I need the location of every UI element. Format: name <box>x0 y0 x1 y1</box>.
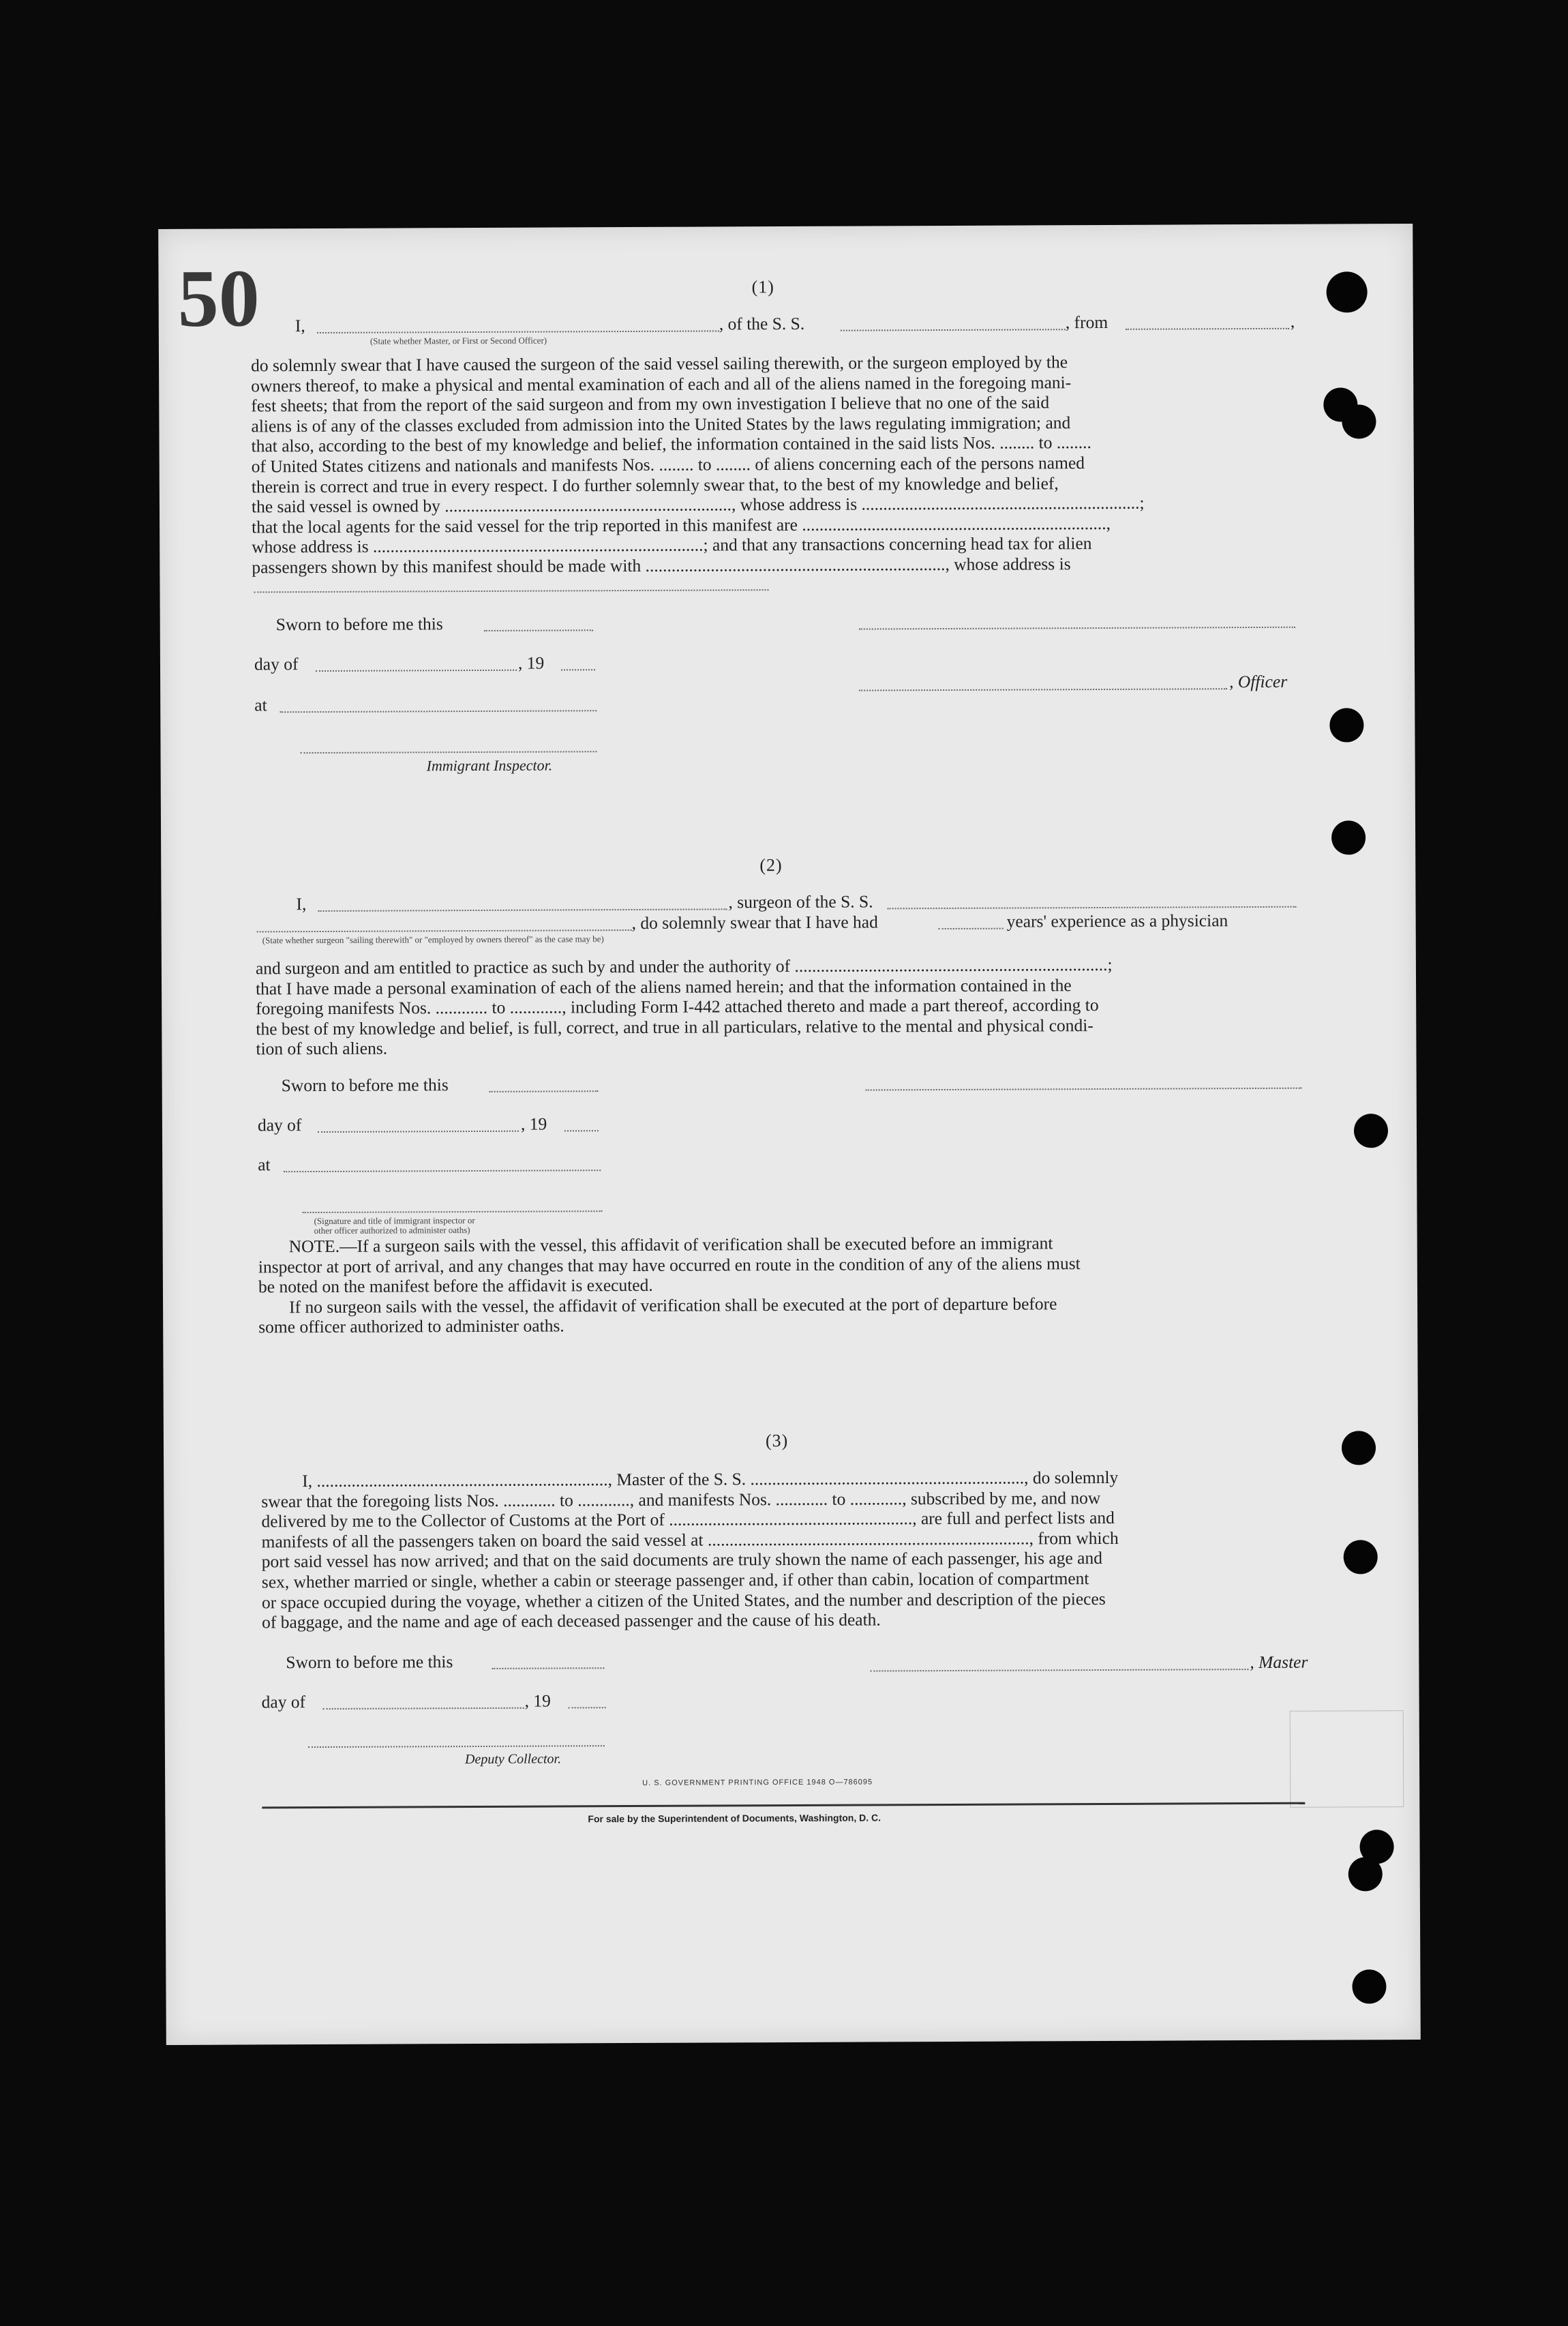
s2-experience-label: years' experience as a physician <box>1006 910 1228 931</box>
punch-hole-icon <box>1348 1857 1383 1891</box>
s2-line: and surgeon and am entitled to practice as such by and under the authority of ........................................................................; <box>255 954 1113 979</box>
s1-from-label: , from <box>1065 312 1109 333</box>
s3-sworn-label: Sworn to before me this <box>286 1652 453 1673</box>
s1-line: that the local agents for the said vessel for the trip reported in this manifest are ......................................................................, <box>252 513 1111 537</box>
note-line: be noted on the manifest before the affidavit is executed. <box>258 1275 653 1297</box>
s1-signature-field[interactable] <box>859 627 1295 630</box>
punch-hole-icon <box>1331 820 1366 854</box>
s1-sworn-label: Sworn to before me this <box>275 614 443 635</box>
section-2-heading: (2) <box>759 855 783 876</box>
s3-day-label: day of <box>261 1692 306 1712</box>
punch-hole-icon <box>1329 708 1363 742</box>
ss-name-field[interactable] <box>841 329 1066 331</box>
s3-line: manifests of all the passengers taken on board the said vessel at .........................................................................., from which <box>261 1527 1119 1552</box>
svg-text:50: 50 <box>177 252 260 344</box>
s1-sworn-field[interactable] <box>484 629 593 631</box>
signature-note-1: (Signature and title of immigrant inspector or <box>314 1215 475 1227</box>
s2-sworn-field[interactable] <box>489 1090 599 1092</box>
s3-day-field[interactable] <box>323 1708 524 1710</box>
s1-line: whose address is ............................................................................; and that any transactions concerning head tax for alien <box>252 533 1092 557</box>
s2-swear-label: , do solemnly swear that I have had <box>631 912 878 934</box>
s2-at-field[interactable] <box>284 1169 601 1172</box>
signature-note-2: other officer authorized to administer oaths) <box>314 1225 470 1236</box>
s3-line: sex, whether married or single, whether a cabin or steerage passenger and, if other than cabin, location of compartment <box>261 1568 1089 1592</box>
surgeon-note: (State whether surgeon "sailing therewith" or "employed by owners thereof" as the case may be) <box>262 934 604 946</box>
s2-at-label: at <box>258 1154 271 1175</box>
note-line: If no surgeon sails with the vessel, the affidavit of verification shall be executed at the port of departure before <box>289 1294 1057 1317</box>
note-line: some officer authorized to administer oaths. <box>258 1315 564 1337</box>
s1-line: owners thereof, to make a physical and mental examination of each and all of the aliens named in the foregoing mani- <box>251 372 1072 396</box>
s2-line: that I have made a personal examination of each of the aliens named herein; and that the information contained in the <box>255 974 1072 999</box>
s1-line: the said vessel is owned by .................................................................., whose address is ................................................................; <box>251 492 1145 517</box>
s3-line: I, ..................................................................., Master of the S. S. ..............................................................., do solemnly <box>302 1467 1119 1491</box>
s2-inspector-signature-field[interactable] <box>302 1210 602 1213</box>
punch-hole-icon <box>1342 1431 1376 1465</box>
s2-surgeon-type-field[interactable] <box>257 929 632 932</box>
s3-year-label: , 19 <box>524 1690 551 1711</box>
s1-day-label: day of <box>254 654 299 674</box>
address-continuation-field[interactable] <box>254 589 769 593</box>
s3-line: swear that the foregoing lists Nos. ............ to ............, and manifests Nos. ............ to ............, subscribed by me, and now <box>261 1487 1101 1511</box>
s1-year-field[interactable] <box>561 669 595 670</box>
punch-hole-icon <box>1344 1540 1378 1574</box>
from-port-field[interactable] <box>1126 328 1289 330</box>
footer-rule <box>262 1802 1305 1809</box>
s2-line: the best of my knowledge and belief, is full, correct, and true in all particulars, relative to the mental and physical condi- <box>256 1015 1094 1039</box>
section-1-heading: (1) <box>751 277 774 297</box>
faint-box <box>1290 1710 1404 1808</box>
s3-line: delivered by me to the Collector of Customs at the Port of ........................................................, are full and perfect lists and <box>261 1508 1115 1532</box>
s2-year-field[interactable] <box>564 1130 599 1131</box>
punch-hole-icon <box>1342 404 1376 438</box>
s3-master-label: , Master <box>1250 1652 1308 1673</box>
s1-at-label: at <box>254 695 267 715</box>
punch-hole-icon <box>1354 1114 1388 1148</box>
s3-year-field[interactable] <box>569 1707 606 1708</box>
s2-surgeon-of-label: , surgeon of the S. S. <box>728 891 873 912</box>
s1-comma: , <box>1290 311 1295 331</box>
officer-name-field[interactable] <box>317 330 719 333</box>
s1-of-ss-label: , of the S. S. <box>719 313 805 334</box>
s2-year-label: , 19 <box>520 1114 547 1134</box>
s2-i-label: I, <box>296 894 307 914</box>
s2-line: foregoing manifests Nos. ............ to ............, including Form I-442 attached thereto and made a part thereof, according to <box>256 995 1099 1019</box>
s2-sworn-label: Sworn to before me this <box>281 1075 449 1096</box>
s1-line: passengers shown by this manifest should be made with ....................................................................., whose address is <box>252 554 1071 578</box>
section-2-paragraph <box>256 954 1303 1060</box>
s2-day-label: day of <box>257 1115 302 1135</box>
punch-hole-icon <box>1352 1969 1386 2003</box>
s1-inspector-label: Immigrant Inspector. <box>426 756 553 775</box>
s3-line: of baggage, and the name and age of each deceased passenger and the cause of his death. <box>262 1609 881 1632</box>
s3-collector-label: Deputy Collector. <box>464 1751 562 1768</box>
s1-inspector-signature-field[interactable] <box>301 751 597 754</box>
s2-signature-field[interactable] <box>866 1088 1302 1091</box>
s2-years-field[interactable] <box>939 928 1004 929</box>
s2-day-field[interactable] <box>318 1131 519 1133</box>
section-1-paragraph <box>251 351 1298 578</box>
note-paragraph <box>258 1232 1306 1338</box>
manifest-page <box>158 224 1421 2045</box>
s1-line: fest sheets; that from the report of the said surgeon and from my own investigation I believe that no one of the said <box>251 392 1050 416</box>
s1-at-field[interactable] <box>280 710 597 713</box>
sale-line: For sale by the Superintendent of Documents, Washington, D. C. <box>588 1812 881 1825</box>
s1-line: that also, according to the best of my knowledge and belief, the information contained in the said lists Nos. ........ to ........ <box>251 432 1091 456</box>
s2-surgeon-name-field[interactable] <box>318 908 727 912</box>
s2-line: tion of such aliens. <box>256 1038 388 1059</box>
s1-year-label: , 19 <box>517 653 545 673</box>
s3-collector-signature-field[interactable] <box>308 1745 605 1748</box>
gpo-imprint: U. S. GOVERNMENT PRINTING OFFICE 1948 O—786095 <box>642 1778 873 1787</box>
s3-line: port said vessel has now arrived; and that on the said documents are truly shown the name of each passenger, his age and <box>261 1548 1103 1572</box>
s1-officer-label: , Officer <box>1229 671 1288 692</box>
punch-hole-icon <box>1326 271 1367 312</box>
s1-line: of United States citizens and nationals and manifests Nos. ........ to ........ of aliens concerning each of the persons named <box>251 453 1085 477</box>
section-3-paragraph <box>261 1467 1308 1632</box>
section-3-heading: (3) <box>765 1431 789 1451</box>
s3-sworn-field[interactable] <box>492 1667 604 1669</box>
s1-line: do solemnly swear that I have caused the surgeon of the said vessel sailing therewith, or the surgeon employed by the <box>251 352 1068 376</box>
note-line: inspector at port of arrival, and any changes that may have occurred en route in the condition of any of the aliens must <box>258 1253 1081 1277</box>
s1-day-field[interactable] <box>316 670 517 672</box>
s1-i-label: I, <box>295 316 305 336</box>
s2-ss-name-field[interactable] <box>888 906 1297 910</box>
s3-master-signature-field[interactable] <box>870 1669 1248 1671</box>
note-line: NOTE.—If a surgeon sails with the vessel, this affidavit of verification shall be executed before an immigrant <box>288 1233 1053 1257</box>
stamp-number <box>172 249 302 345</box>
s3-line: or space occupied during the voyage, whether a citizen of the United States, and the number and description of the pieces <box>261 1588 1106 1612</box>
s1-line: therein is correct and true in every respect. I do further solemnly swear that, to the best of my knowledge and belief, <box>251 473 1059 496</box>
officer-note: (State whether Master, or First or Second Officer) <box>370 335 547 346</box>
s1-officer-field[interactable] <box>859 688 1227 691</box>
s1-line: aliens is of any of the classes excluded from admission into the United States by the laws regulating immigration; and <box>251 412 1071 436</box>
